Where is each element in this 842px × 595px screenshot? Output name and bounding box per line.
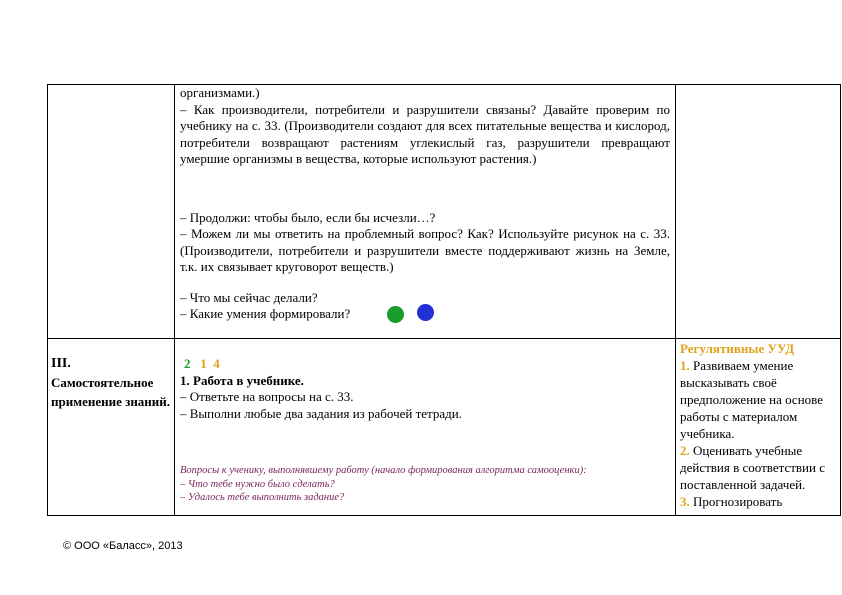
uud-title: Регулятивные УУД bbox=[680, 341, 795, 356]
table-row-divider bbox=[47, 338, 841, 339]
stage-title: Самостоятельное применение знаний. bbox=[51, 374, 171, 409]
table-border-left bbox=[47, 84, 48, 516]
task-line-1: – Ответьте на вопросы на с. 33. bbox=[180, 389, 354, 404]
activity-number-orange-2: 4 bbox=[213, 356, 220, 371]
uud-item-3-number: 3. bbox=[680, 494, 690, 509]
uud-item-3-text: Прогнозировать bbox=[693, 494, 783, 509]
question-2: – Удалось тебе выполнить задание? bbox=[180, 492, 345, 503]
activity-number-green: 2 bbox=[184, 356, 191, 371]
row1-line-4: – Можем ли мы ответить на проблемный вопрос? Как? Используйте рисунок на с. 33. (Производители, потребители и разрушители вместе поддерживают жизнь на Земле, т.к. их связывает круговорот веществ.) bbox=[180, 226, 670, 274]
blue-circle-icon bbox=[417, 304, 434, 321]
task-title: 1. Работа в учебнике. bbox=[180, 372, 304, 388]
stage-number: III. bbox=[51, 356, 71, 371]
row1-line-1: организмами.) bbox=[180, 85, 260, 100]
lesson-table bbox=[47, 84, 841, 516]
uud-item-1 bbox=[680, 357, 838, 442]
table-border-right bbox=[840, 84, 841, 516]
uud-item-1-text: Развиваем умение высказывать своё предположение на основе работы с материалом учебника. bbox=[680, 358, 823, 441]
green-circle-icon bbox=[387, 306, 404, 323]
question-1: – Что тебе нужно было сделать? bbox=[180, 478, 335, 490]
uud-item-2 bbox=[680, 442, 838, 493]
activity-number-orange-1: 1 bbox=[200, 356, 207, 371]
row1-line-5: – Что мы сейчас делали? bbox=[180, 289, 318, 305]
row1-line-3: – Продолжи: чтобы было, если бы исчезли…? bbox=[180, 209, 436, 225]
uud-item-3 bbox=[680, 493, 838, 510]
row1-line-2: – Как производители, потребители и разрушители связаны? Давайте проверим по учебнику на с. 33. (Производители создают для всех питательные вещества и кислород, потребители возвращают растениям углекислый газ, разрушители превращают умершие организмы в вещества, которые используют растения.) bbox=[180, 101, 670, 166]
uud-item-2-number: 2. bbox=[680, 443, 690, 458]
row1-content-cell bbox=[180, 85, 670, 323]
question-intro: Вопросы к ученику, выполнявшему работу (начало формирования алгоритма самооценки): bbox=[180, 465, 587, 476]
activity-numbers bbox=[180, 356, 670, 373]
uud-item-1-number: 1. bbox=[680, 358, 690, 373]
copyright-footer: © ООО «Баласс», 2013 bbox=[63, 540, 183, 552]
uud-item-2-text: Оценивать учебные действия в соответствии с поставленной задачей. bbox=[680, 443, 825, 492]
row2-content-cell bbox=[180, 356, 670, 505]
table-divider-1 bbox=[174, 84, 175, 516]
row2-uud-cell bbox=[680, 340, 838, 510]
table-divider-2 bbox=[675, 84, 676, 516]
row2-stage-cell bbox=[51, 356, 171, 411]
table-border-bottom bbox=[47, 515, 841, 516]
row1-line-6: – Какие умения формировали? bbox=[180, 306, 351, 321]
task-line-2: – Выполни любые два задания из рабочей тетради. bbox=[180, 405, 462, 421]
